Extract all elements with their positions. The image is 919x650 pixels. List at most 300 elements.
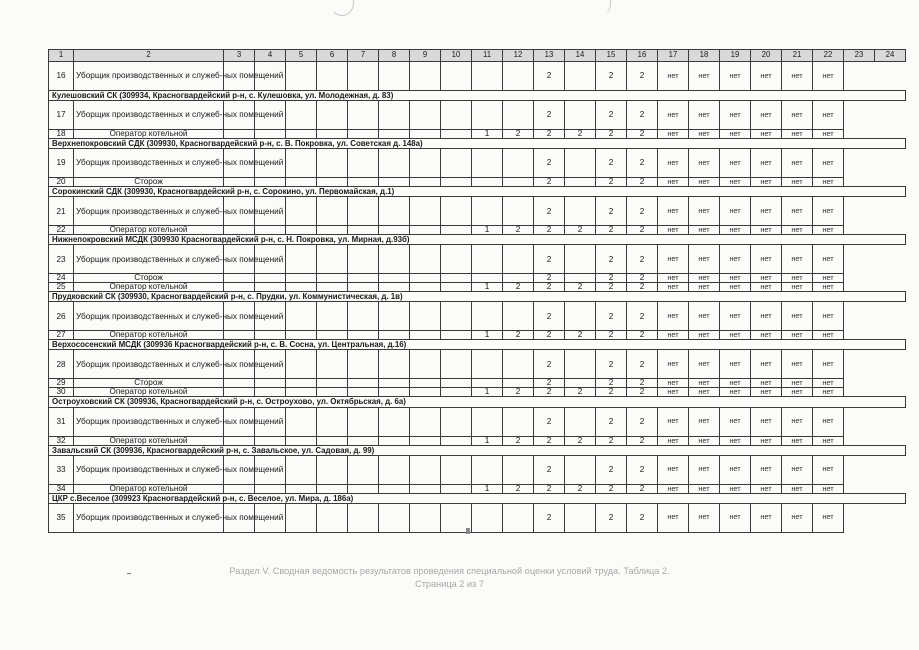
job-title: Уборщик производственных и служеб-ных помещений [74,62,224,91]
column-header-16: 16 [627,50,658,62]
table-row [49,503,906,532]
table-cell: нет [658,101,689,130]
table-cell: 2 [596,455,627,484]
table-cell [317,101,348,130]
table-cell [472,455,503,484]
table-cell [317,283,348,292]
column-header-13: 13 [534,50,565,62]
table-cell [379,484,410,493]
table-cell [441,197,472,226]
table-cell: 2 [627,197,658,226]
table-cell [503,455,534,484]
section-row [49,139,906,149]
section-title: Верхососенский МСДК (309936 Красногвардейский р-н, с. В. Сосна, ул. Центральная, д.16) [49,340,906,350]
section-row [49,445,906,455]
table-cell: 2 [627,379,658,388]
table-cell: нет [751,62,782,91]
table-cell [286,350,317,379]
table-cell: нет [813,331,844,340]
row-number: 27 [49,331,74,340]
scan-artifact-mark [466,528,470,534]
table-cell [224,283,255,292]
table-cell [441,302,472,331]
table-cell [286,407,317,436]
table-cell [379,407,410,436]
table-cell [286,274,317,283]
table-cell [286,484,317,493]
table-cell [224,130,255,139]
table-cell [317,407,348,436]
table-cell: 2 [627,388,658,397]
table-cell [317,455,348,484]
table-cell: нет [813,101,844,130]
table-cell [224,274,255,283]
table-cell: 2 [565,484,596,493]
table-cell: нет [751,130,782,139]
table-cell: 2 [627,484,658,493]
table-cell: 2 [627,503,658,532]
job-title: Уборщик производственных и служеб-ных помещений [74,455,224,484]
table-cell [410,197,441,226]
table-cell: нет [658,62,689,91]
footer-page-number: Страница 2 из 7 [415,579,484,589]
table-cell: нет [751,149,782,178]
table-cell: нет [813,62,844,91]
table-cell: нет [751,274,782,283]
job-title: Уборщик производственных и служеб-ных помещений [74,197,224,226]
job-title: Оператор котельной [74,436,224,445]
table-cell [255,283,286,292]
table-cell: 2 [534,407,565,436]
table-row [49,62,906,91]
row-number: 31 [49,407,74,436]
job-title: Уборщик производственных и служеб-ных помещений [74,302,224,331]
table-cell [286,62,317,91]
table-cell [379,149,410,178]
table-cell: 1 [472,226,503,235]
table-row [49,436,906,445]
table-cell [379,130,410,139]
table-cell [286,197,317,226]
table-cell [317,436,348,445]
column-header-7: 7 [348,50,379,62]
table-cell: нет [689,379,720,388]
table-cell: нет [751,101,782,130]
table-cell [503,503,534,532]
table-cell [472,178,503,187]
row-number: 24 [49,274,74,283]
table-cell: нет [658,197,689,226]
table-cell [441,407,472,436]
table-cell [348,455,379,484]
table-cell: нет [658,302,689,331]
table-row [49,484,906,493]
table-cell [379,436,410,445]
table-cell: нет [689,62,720,91]
table-cell: нет [782,407,813,436]
table-cell [286,101,317,130]
column-header-4: 4 [255,50,286,62]
table-cell: нет [782,436,813,445]
table-cell [348,226,379,235]
section-title: Остроуховский СК (309936, Красногвардейский р-н, с. Остроухово, ул. Октябрьская, д. 6а) [49,397,906,407]
table-cell: нет [813,226,844,235]
table-cell [379,455,410,484]
table-cell [317,149,348,178]
table-cell: нет [658,178,689,187]
table-cell [410,350,441,379]
table-cell [410,331,441,340]
column-header-24: 24 [875,50,906,62]
column-header-14: 14 [565,50,596,62]
row-number: 29 [49,379,74,388]
table-cell: нет [689,455,720,484]
table-cell [410,302,441,331]
table-cell [286,149,317,178]
table-cell: нет [782,283,813,292]
table-cell: нет [782,331,813,340]
table-cell: 2 [534,178,565,187]
table-cell: нет [720,484,751,493]
column-header-20: 20 [751,50,782,62]
table-cell: 2 [627,283,658,292]
table-cell: нет [720,274,751,283]
table-cell: 2 [534,274,565,283]
table-cell: нет [720,283,751,292]
footer-section-title: Раздел V. Сводная ведомость результатов проведения специальной оценки условий труда. Таблица 2. [229,566,670,576]
table-cell: нет [689,226,720,235]
table-cell: нет [782,130,813,139]
table-cell: нет [720,436,751,445]
table-cell [379,503,410,532]
table-cell: 2 [627,331,658,340]
table-cell [317,178,348,187]
table-cell: 2 [627,245,658,274]
table-cell: нет [751,302,782,331]
assessment-results-table [48,49,906,533]
table-cell: нет [720,388,751,397]
section-title: Прудковский СК (309930, Красногвардейский р-н, с. Прудки, ул. Коммунистическая, д. 1в) [49,292,906,302]
job-title: Оператор котельной [74,331,224,340]
table-cell: нет [751,245,782,274]
row-number: 17 [49,101,74,130]
table-cell: нет [813,455,844,484]
table-cell [286,503,317,532]
table-cell: нет [813,503,844,532]
section-title: Нижнепокровский МСДК (309930 Красногвардейский р-н, с. Н. Покровка, ул. Мирная, д.93б) [49,235,906,245]
table-cell [503,101,534,130]
table-cell [410,484,441,493]
table-cell [472,245,503,274]
table-cell [441,388,472,397]
table-cell: 2 [534,226,565,235]
table-cell: нет [751,331,782,340]
table-cell: нет [782,503,813,532]
table-row [49,245,906,274]
column-header-3: 3 [224,50,255,62]
table-cell [565,149,596,178]
table-cell: 2 [534,197,565,226]
table-cell [472,62,503,91]
row-number: 21 [49,197,74,226]
section-title: Кулешовский СК (309934, Красногвардейский р-н, с. Кулешовка, ул. Молодежная, д. 83) [49,91,906,101]
table-body [49,62,906,533]
table-cell: нет [689,350,720,379]
table-cell [441,130,472,139]
table-cell: нет [720,331,751,340]
table-cell: нет [782,62,813,91]
column-header-22: 22 [813,50,844,62]
column-header-9: 9 [410,50,441,62]
table-cell: нет [720,407,751,436]
row-number: 26 [49,302,74,331]
table-cell: нет [751,350,782,379]
table-cell: нет [751,407,782,436]
table-cell [224,226,255,235]
table-cell [410,283,441,292]
table-cell [255,379,286,388]
table-cell [441,245,472,274]
table-cell: 2 [627,178,658,187]
table-cell: нет [751,226,782,235]
table-cell: 2 [534,436,565,445]
table-cell: нет [813,149,844,178]
table-cell [441,101,472,130]
job-title: Оператор котельной [74,283,224,292]
table-cell [503,245,534,274]
table-cell: нет [689,283,720,292]
table-cell: 2 [596,101,627,130]
table-cell: 2 [596,350,627,379]
scan-artifact-mark [598,0,611,14]
table-cell [472,350,503,379]
table-cell [441,436,472,445]
table-cell: нет [813,407,844,436]
table-cell [410,379,441,388]
table-row [49,302,906,331]
table-cell [410,101,441,130]
table-cell [565,302,596,331]
table-cell [503,302,534,331]
table-cell: нет [689,178,720,187]
table-cell: 2 [534,331,565,340]
table-cell: нет [720,62,751,91]
table-cell [472,197,503,226]
table-cell: 2 [534,283,565,292]
table-cell: нет [658,149,689,178]
job-title: Оператор котельной [74,388,224,397]
table-cell: 2 [596,379,627,388]
table-cell [348,101,379,130]
table-cell: нет [658,283,689,292]
table-cell: нет [658,130,689,139]
table-cell [286,226,317,235]
job-title: Сторож [74,379,224,388]
table-cell: нет [751,436,782,445]
table-cell: 2 [503,484,534,493]
table-cell [410,407,441,436]
column-header-18: 18 [689,50,720,62]
table-cell [255,178,286,187]
table-row [49,331,906,340]
table-cell [348,388,379,397]
table-cell [410,62,441,91]
table-cell: нет [751,197,782,226]
table-cell [565,503,596,532]
table-cell: нет [689,407,720,436]
table-cell: нет [751,503,782,532]
table-cell [503,62,534,91]
table-cell: нет [813,245,844,274]
section-row [49,292,906,302]
column-header-2: 2 [74,50,224,62]
table-cell: нет [720,455,751,484]
table-cell [565,62,596,91]
table-cell [441,379,472,388]
table-cell [317,503,348,532]
section-row [49,493,906,503]
table-cell: 2 [627,350,658,379]
table-cell [472,149,503,178]
table-cell [379,245,410,274]
section-row [49,91,906,101]
column-header-6: 6 [317,50,348,62]
table-cell: нет [658,379,689,388]
table-cell: нет [782,388,813,397]
table-cell: нет [658,407,689,436]
job-title: Оператор котельной [74,226,224,235]
table-cell [317,226,348,235]
table-cell: 2 [596,274,627,283]
table-cell [286,379,317,388]
table-cell [379,331,410,340]
table-cell: 2 [503,436,534,445]
table-cell: 2 [565,226,596,235]
table-cell: 2 [503,130,534,139]
column-header-17: 17 [658,50,689,62]
column-header-19: 19 [720,50,751,62]
job-title: Уборщик производственных и служеб-ных помещений [74,245,224,274]
table-cell: нет [720,226,751,235]
table-cell [379,197,410,226]
row-number: 34 [49,484,74,493]
table-cell [348,149,379,178]
table-cell [410,436,441,445]
table-cell: нет [813,283,844,292]
table-cell: нет [658,436,689,445]
table-cell: нет [658,331,689,340]
table-cell: 2 [596,130,627,139]
table-cell: 2 [565,331,596,340]
table-cell: 2 [627,455,658,484]
table-cell [503,178,534,187]
table-cell [224,331,255,340]
table-cell: 2 [627,274,658,283]
table-cell: 2 [596,62,627,91]
table-cell [255,388,286,397]
table-cell [348,331,379,340]
table-cell: нет [689,130,720,139]
table-cell: 1 [472,388,503,397]
table-cell [379,274,410,283]
table-cell: нет [751,178,782,187]
table-cell [565,197,596,226]
table-cell: нет [751,283,782,292]
table-cell: 2 [534,350,565,379]
table-cell [348,436,379,445]
row-number: 25 [49,283,74,292]
table-cell [286,178,317,187]
table-cell [503,407,534,436]
table-cell: 2 [627,302,658,331]
scan-artifact-mark [330,0,354,16]
table-cell [286,388,317,397]
section-title: Завальский СК (309936, Красногвардейский р-н, с. Завальское, ул. Садовая, д. 99) [49,445,906,455]
table-cell: нет [813,436,844,445]
job-title: Сторож [74,274,224,283]
table-cell [348,302,379,331]
table-cell: 2 [596,407,627,436]
table-cell: 2 [534,245,565,274]
table-cell: нет [782,178,813,187]
table-cell: нет [689,388,720,397]
table-cell [286,455,317,484]
table-cell: нет [782,149,813,178]
table-cell [441,455,472,484]
table-cell: 2 [534,503,565,532]
row-number: 30 [49,388,74,397]
table-cell: нет [720,245,751,274]
section-row [49,397,906,407]
table-cell [348,484,379,493]
table-cell: нет [720,130,751,139]
table-cell [286,302,317,331]
row-number: 35 [49,503,74,532]
table-cell [348,130,379,139]
row-number: 16 [49,62,74,91]
table-cell [410,455,441,484]
table-cell: нет [751,388,782,397]
table-cell [379,379,410,388]
table-cell: нет [689,331,720,340]
table-cell: 2 [596,331,627,340]
table-row [49,283,906,292]
job-title: Уборщик производственных и служеб-ных помещений [74,407,224,436]
column-header-11: 11 [472,50,503,62]
table-cell [379,302,410,331]
job-title: Уборщик производственных и служеб-ных помещений [74,350,224,379]
job-title: Сторож [74,178,224,187]
table-cell: нет [813,274,844,283]
table-cell: нет [689,245,720,274]
table-cell [317,331,348,340]
table-cell [286,331,317,340]
table-cell [379,350,410,379]
table-cell [379,283,410,292]
table-cell: нет [689,503,720,532]
row-number: 28 [49,350,74,379]
table-cell [317,130,348,139]
table-cell [410,388,441,397]
table-cell [348,379,379,388]
table-cell: нет [658,388,689,397]
table-cell: 2 [534,379,565,388]
section-row [49,235,906,245]
table-cell: нет [782,302,813,331]
table-cell [348,245,379,274]
table-cell: нет [720,178,751,187]
table-cell: 1 [472,331,503,340]
